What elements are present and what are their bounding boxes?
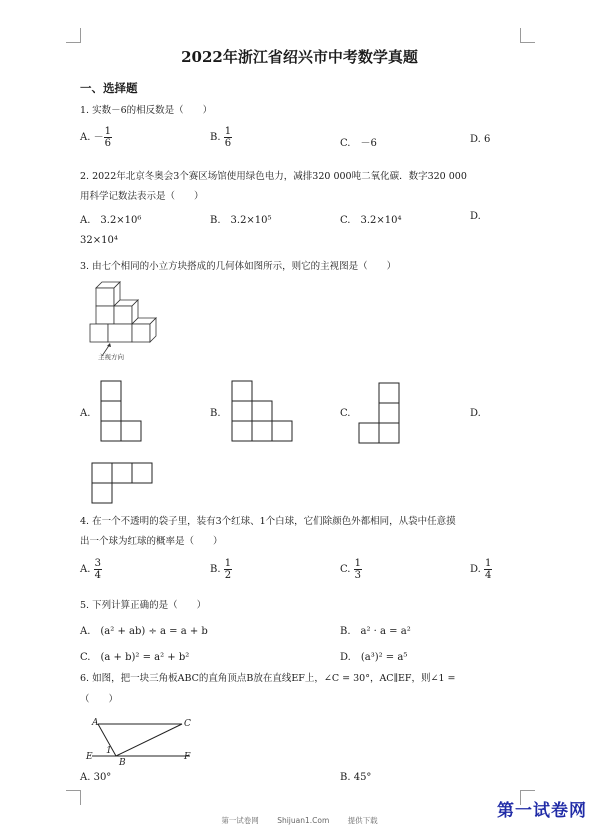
- point-c-label: C: [184, 719, 191, 729]
- corner-mark-top-left: [66, 28, 81, 43]
- fraction: $\frac{3}{4}$: [94, 558, 101, 581]
- angle-1-label: 1: [106, 746, 112, 756]
- section-heading: 一、选择题: [80, 81, 138, 95]
- question-6-stem: 6. 如图，把一块三角板ABC的直角顶点B放在直线EF上，∠C = 30°，AC∥EF，则∠1 =: [80, 673, 456, 684]
- fraction: $\frac{1}{4}$: [485, 558, 492, 581]
- q1-option-d: D. 6: [470, 134, 491, 145]
- minus-sign: －: [93, 132, 104, 143]
- q2-option-d-value: 32×10⁴: [80, 235, 118, 246]
- question-3-stem: 3. 由七个相同的小立方块搭成的几何体如图所示，则它的主视图是（ ）: [80, 261, 397, 272]
- fraction: $\frac{1}{6}$: [104, 126, 111, 149]
- fraction: $\frac{1}{3}$: [354, 558, 362, 581]
- q4-option-a: A. $\frac{3}{4}$: [80, 558, 101, 581]
- q3-option-b: B.: [210, 408, 221, 419]
- q2-option-d: D.: [470, 211, 481, 222]
- cube-stack: [90, 282, 156, 356]
- question-2-stem: 2. 2022年北京冬奥会3个赛区场馆使用绿色电力，减排320 000吨二氧化碳．数字320 000: [80, 171, 467, 182]
- q1-option-b: [210, 126, 232, 149]
- fraction: $\frac{1}{6}$: [224, 126, 232, 149]
- corner-mark-bottom-left: [66, 790, 81, 805]
- q3-option-c: C.: [340, 408, 351, 419]
- footer-left: 第一试卷网: [221, 816, 259, 825]
- fraction: $\frac{1}{2}$: [224, 558, 232, 581]
- q1-option-c: C. －6: [340, 138, 377, 149]
- q3-option-d-view: [91, 462, 155, 504]
- q4-option-d: D. $\frac{1}{4}$: [470, 558, 492, 581]
- question-4-stem-cont: 出一个球为红球的概率是（ ）: [80, 536, 223, 547]
- page-title: 2022年浙江省绍兴市中考数学真题: [181, 48, 418, 66]
- q5-option-b: B. a² · a = a²: [340, 626, 411, 637]
- point-f-label: F: [184, 752, 191, 762]
- q2-option-c: C. 3.2×10⁴: [340, 215, 402, 226]
- q5-option-d: D. (a³)² = a⁵: [340, 652, 408, 663]
- q5-option-a: A. (a² + ab) ÷ a = a + b: [80, 626, 208, 637]
- question-6-stem-cont: （ ）: [80, 694, 119, 705]
- point-e-label: E: [86, 752, 93, 762]
- footer-right: 提供下载: [347, 816, 378, 825]
- footer-site: Shijuan1.Com: [277, 816, 330, 825]
- triangle-figure: [86, 714, 196, 766]
- q2-option-b: B. 3.2×10⁵: [210, 215, 272, 226]
- q6-option-b: B. 45°: [340, 772, 372, 783]
- question-1-stem: 1. 实数－6的相反数是（ ）: [80, 105, 213, 116]
- option-label: A.: [80, 132, 91, 143]
- q2-option-a: A. 3.2×10⁶: [80, 215, 142, 226]
- q3-option-d: D.: [470, 408, 481, 419]
- view-direction-caption: 主视方向: [98, 353, 124, 361]
- point-b-label: B: [119, 758, 126, 768]
- point-a-label: A: [92, 718, 99, 728]
- question-2-stem-cont: 用科学记数法表示是（ ）: [80, 191, 204, 202]
- watermark-brand: 第一试卷网: [497, 801, 587, 821]
- q3-option-a: A.: [80, 408, 91, 419]
- option-label: B.: [210, 132, 221, 143]
- q3-option-c-view: [358, 382, 402, 444]
- q6-option-a: A. 30°: [80, 772, 112, 783]
- question-5-stem: 5. 下列计算正确的是（ ）: [80, 600, 207, 611]
- question-4-stem: 4. 在一个不透明的袋子里，装有3个红球、1个白球，它们除颜色外都相同，从袋中任意摸: [80, 516, 456, 527]
- q1-option-a: [80, 126, 112, 149]
- q3-option-b-view: [231, 380, 295, 442]
- q3-option-a-view: [100, 380, 160, 442]
- q4-option-c: C. $\frac{1}{3}$: [340, 558, 362, 581]
- q5-option-c: C. (a + b)² = a² + b²: [80, 652, 190, 663]
- q4-option-b: B. $\frac{1}{2}$: [210, 558, 232, 581]
- corner-mark-top-right: [520, 28, 535, 43]
